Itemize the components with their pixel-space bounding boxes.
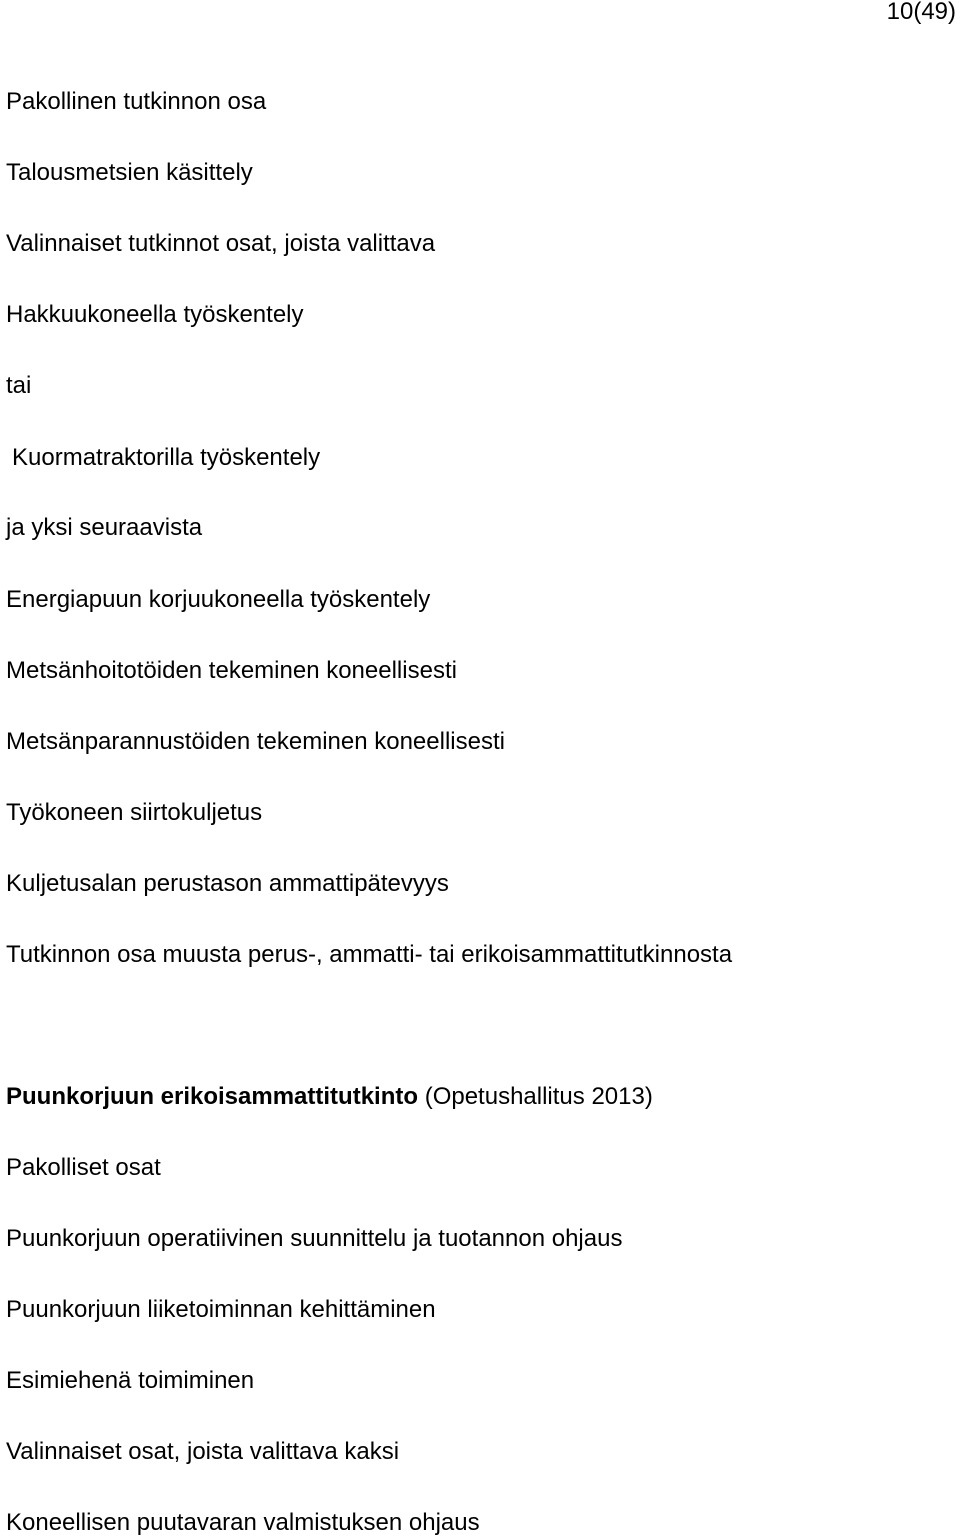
text-line: Esimiehenä toimiminen bbox=[6, 1367, 255, 1394]
text-line: Koneellisen puutavaran valmistuksen ohjaus bbox=[6, 1509, 480, 1536]
text-line: Metsänhoitotöiden tekeminen koneellisesti bbox=[6, 657, 457, 684]
text-line: Työkoneen siirtokuljetus bbox=[6, 799, 263, 826]
heading-source: (Opetushallitus 2013) bbox=[418, 1083, 653, 1110]
text-line: Energiapuun korjuukoneella työskentely bbox=[6, 586, 431, 613]
text-line: Kuormatraktorilla työskentely bbox=[12, 444, 321, 471]
text-line: Pakollinen tutkinnon osa bbox=[6, 88, 267, 115]
text-line: Tutkinnon osa muusta perus-, ammatti- tai erikoisammattitutkinnosta bbox=[6, 941, 733, 968]
text-line: Metsänparannustöiden tekeminen koneellisesti bbox=[6, 728, 505, 755]
page-number: 10(49) bbox=[886, 0, 956, 25]
text-line: tai bbox=[6, 372, 32, 399]
text-line: Puunkorjuun liiketoiminnan kehittäminen bbox=[6, 1296, 436, 1323]
heading-title: Puunkorjuun erikoisammattitutkinto bbox=[6, 1083, 419, 1110]
text-line: Valinnaiset osat, joista valittava kaksi bbox=[6, 1438, 400, 1465]
section-heading bbox=[6, 1082, 653, 1112]
text-line: Pakolliset osat bbox=[6, 1154, 161, 1181]
text-line: Puunkorjuun operatiivinen suunnittelu ja tuotannon ohjaus bbox=[6, 1225, 623, 1252]
text-line: ja yksi seuraavista bbox=[6, 514, 203, 541]
text-line: Hakkuukoneella työskentely bbox=[6, 301, 304, 328]
text-line: Valinnaiset tutkinnot osat, joista valittava bbox=[6, 230, 436, 257]
text-line: Kuljetusalan perustason ammattipätevyys bbox=[6, 870, 449, 897]
text-line: Talousmetsien käsittely bbox=[6, 159, 253, 186]
